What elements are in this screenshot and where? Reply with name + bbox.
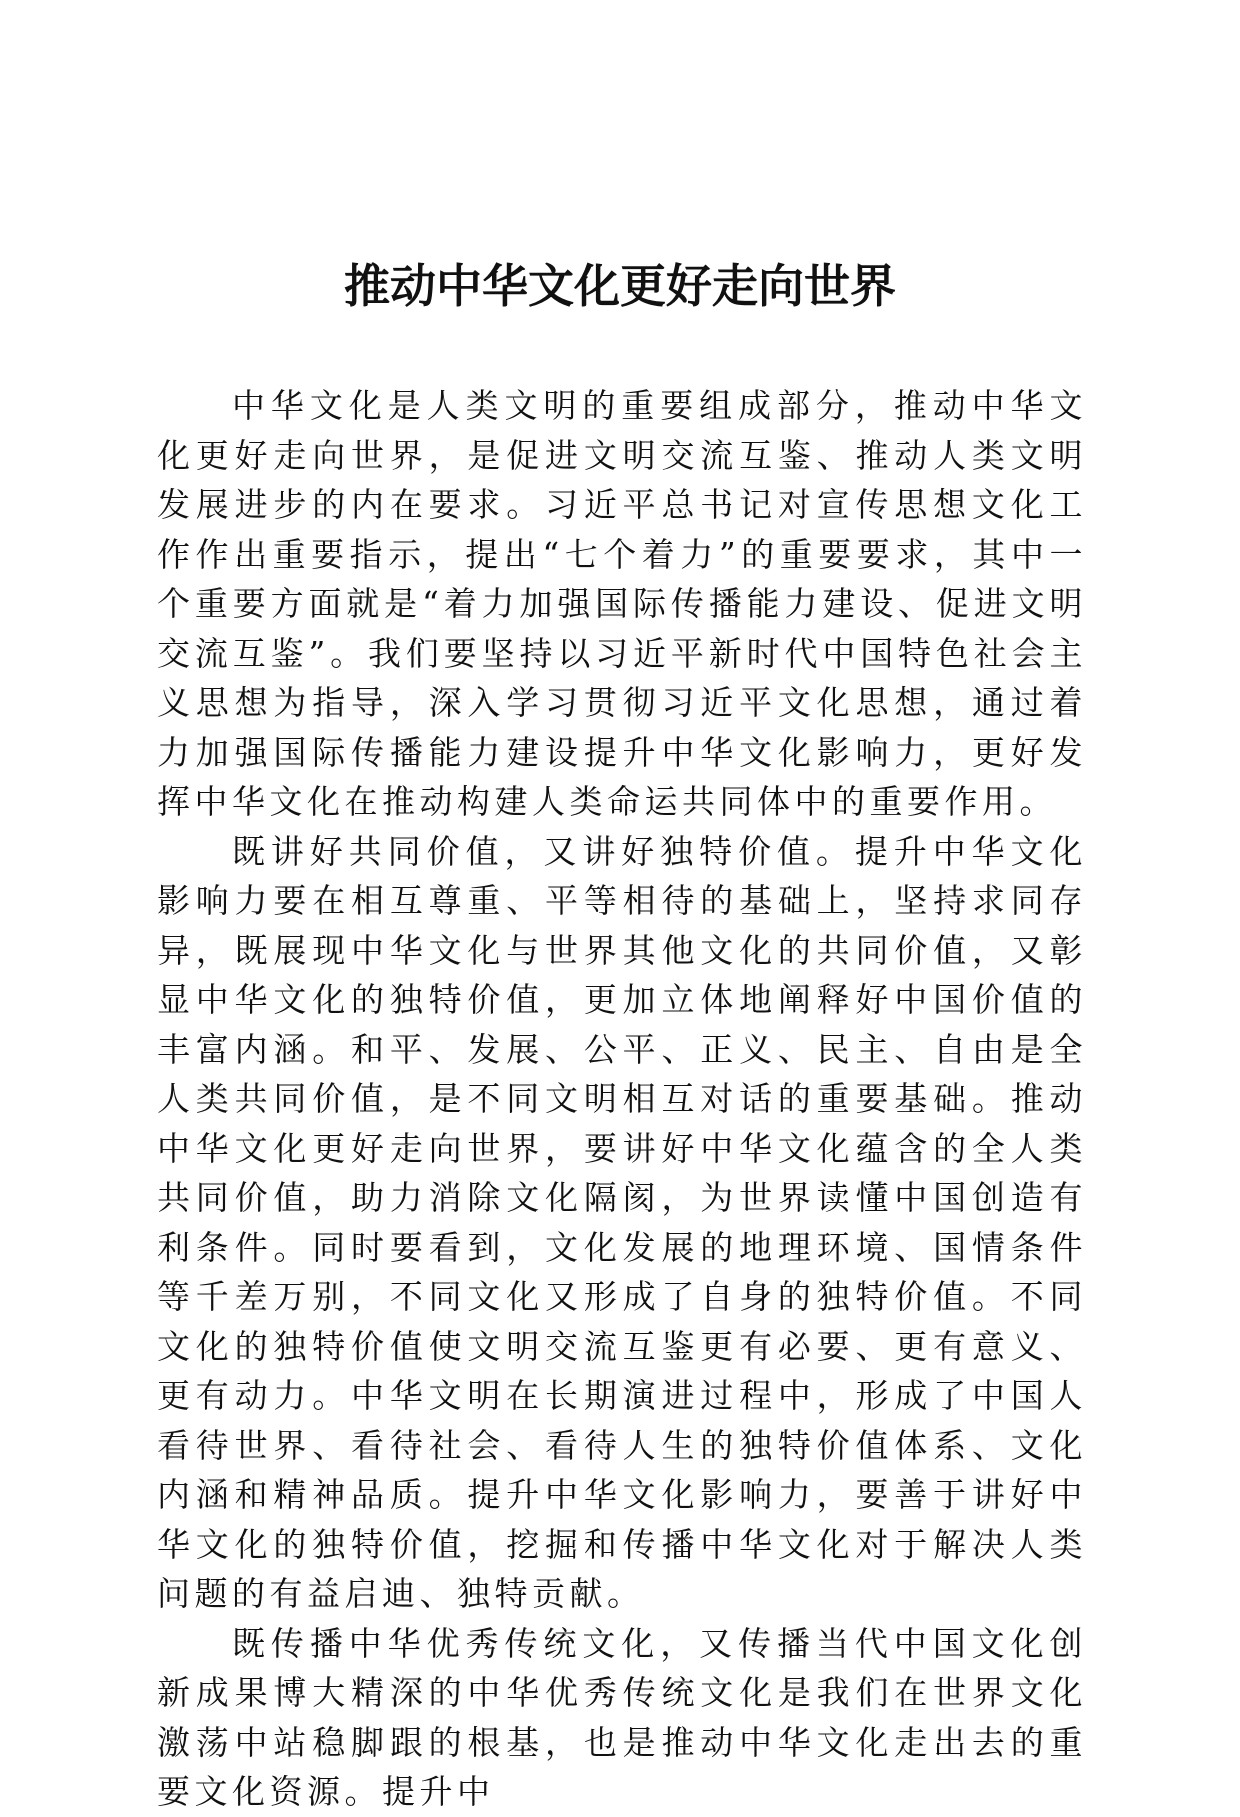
paragraph-1: 中华文化是人类文明的重要组成部分，推动中华文化更好走向世界，是促进文明交流互鉴、推动人类文明发展进步的内在要求。习近平总书记对宣传思想文化工作作出重要指示，提出“七个着力”的重要要求，其中一个重要方面就是“着力加强国际传播能力建设、促进文明交流互鉴”。我们要坚持以习近平新时代中国特色社会主义思想为指导，深入学习贯彻习近平文化思想，通过着力加强国际传播能力建设提升中华文化影响力，更好发挥中华文化在推动构建人类命运共同体中的重要作用。 <box>157 386 1087 821</box>
paragraph-2: 既讲好共同价值，又讲好独特价值。提升中华文化影响力要在相互尊重、平等相待的基础上，坚持求同存异，既展现中华文化与世界其他文化的共同价值，又彰显中华文化的独特价值，更加立体地阐释好中国价值的丰富内涵。和平、发展、公平、正义、民主、自由是全人类共同价值，是不同文明相互对话的重要基础。推动中华文化更好走向世界，要讲好中华文化蕴含的全人类共同价值，助力消除文化隔阂，为世界读懂中国创造有利条件。同时要看到，文化发展的地理环境、国情条件等千差万别，不同文化又形成了自身的独特价值。不同文化的独特价值使文明交流互鉴更有必要、更有意义、更有动力。中华文明在长期演进过程中，形成了中国人看待世界、看待社会、看待人生的独特价值体系、文化内涵和精神品质。提升中华文化影响力，要善于讲好中华文化的独特价值，挖掘和传播中华文化对于解决人类问题的有益启迪、独特贡献。 <box>157 831 1087 1613</box>
document-title: 推动中华文化更好走向世界 <box>344 259 896 313</box>
paragraph-3: 既传播中华优秀传统文化，又传播当代中国文化创新成果博大精深的中华优秀传统文化是我们在世界文化激荡中站稳脚跟的根基，也是推动中华文化走出去的重要文化资源。提升中 <box>157 1623 1087 1811</box>
document-body <box>157 381 1087 1817</box>
